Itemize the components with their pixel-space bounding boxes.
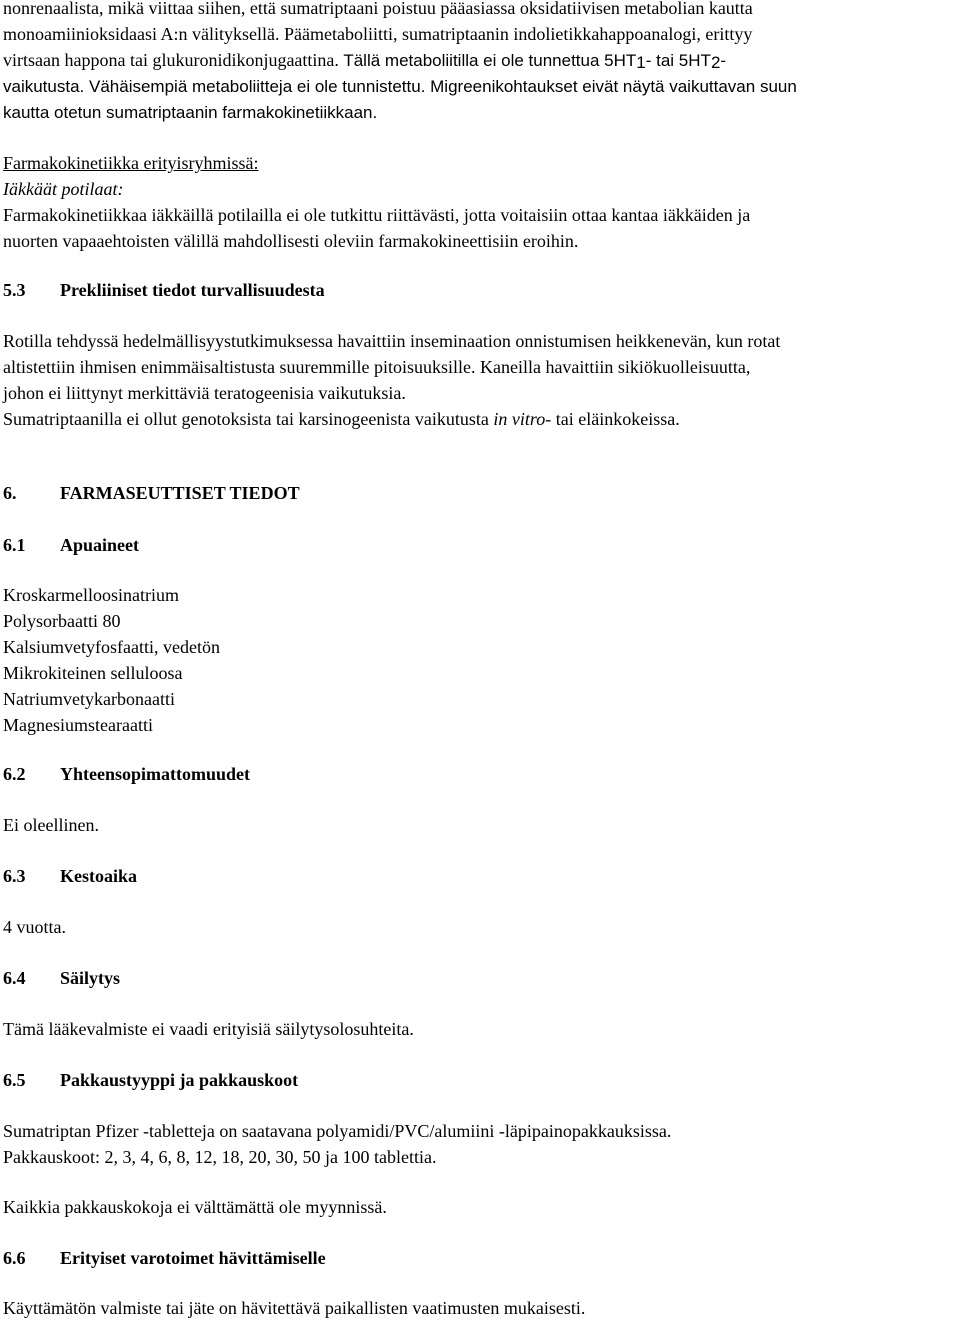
section-6-5-title: Pakkaustyyppi ja pakkauskoot [60,1070,299,1090]
excipient-item: Kroskarmelloosinatrium [3,585,179,605]
subscript-2: 2 [710,53,721,72]
section-6-3-heading [3,863,957,889]
section-6-2-text: Ei oleellinen. [3,815,99,835]
excipient-item: Kalsiumvetyfosfaatti, vedetön [3,637,220,657]
section-6-number: 6. [3,483,17,503]
section-6-5-paragraph [3,1118,957,1170]
package-sizes-line: Pakkauskoot: 2, 3, 4, 6, 8, 12, 18, 20, 30, 50 ja 100 tablettia. [3,1147,437,1167]
subscript-1: 1 [636,53,646,72]
intro-line-4-a: vaikutusta. [3,77,85,96]
excipient-item: Polysorbaatti 80 [3,611,121,631]
section-6-5-heading [3,1067,957,1093]
preclinical-line-1: Rotilla tehdyssä hedelmällisyystutkimuksessa havaittiin inseminaation onnistumisen heikkenevän, kun rotat [3,331,781,351]
preclinical-line-4-c: - tai eläinkokeissa. [545,409,680,429]
section-6-6-number: 6.6 [3,1248,26,1268]
preclinical-line-4 [3,406,957,432]
package-type-line: Sumatriptan Pfizer -tabletteja on saatavana polyamidi/PVC/alumiini -läpipainopakkauksissa. [3,1121,672,1141]
section-6-4-heading [3,965,957,991]
special-groups-line-2: nuorten vapaaehtoisten välillä mahdollisesti oleviin farmakokineettisiin eroihin. [3,231,579,251]
special-groups-paragraph [3,150,957,254]
preclinical-line-2 [3,354,957,380]
intro-line-3-d: - [720,51,727,70]
elderly-subheading: Iäkkäät potilaat: [3,179,124,199]
excipient-item: Natriumvetykarbonaatti [3,689,175,709]
section-5-3-heading [3,277,957,303]
excipients-list [3,582,957,738]
intro-paragraph [3,0,957,126]
section-6-2-title: Yhteensopimattomuudet [60,764,251,784]
section-6-5-number: 6.5 [3,1070,26,1090]
section-6-2-heading [3,761,957,787]
section-6-4-number: 6.4 [3,968,26,988]
section-6-title: FARMASEUTTISET TIEDOT [60,483,300,503]
section-5-3-number: 5.3 [3,280,26,300]
preclinical-line-2-b: Kaneilla havaittiin sikiökuolleisuutta, [475,357,751,377]
intro-line-4 [3,74,957,100]
preclinical-line-3: johon ei liittynyt merkittäviä teratogeenisia vaikutuksia. [3,383,406,403]
section-6-3-text: 4 vuotta. [3,917,66,937]
section-6-6-title: Erityiset varotoimet hävittämiselle [60,1248,326,1268]
section-6-1-number: 6.1 [3,535,26,555]
section-6-3-number: 6.3 [3,866,26,886]
in-vitro-term: in vitro [493,409,546,429]
intro-line-3 [3,47,957,74]
intro-line-3-b: Tällä metaboliitilla ei ole tunnettua 5HT [338,51,637,70]
intro-line-2: monoamiinioksidaasi A:n välityksellä. Päämetaboliitti, sumatriptaanin indolietikkahappoanalogi, erittyy [3,24,753,44]
section-6-3-title: Kestoaika [60,866,138,886]
section-6-6-text: Käyttämätön valmiste tai jäte on hävitettävä paikallisten vaatimusten mukaisesti. [3,1298,586,1318]
special-groups-line-1: Farmakokinetiikkaa iäkkäillä potilailla ei ole tutkittu riittävästi, jotta voitaisiin ottaa kantaa iäkkäiden ja [3,205,751,225]
intro-line-3-a: virtsaan happona tai glukuronidikonjugaattina. [3,50,339,70]
section-6-4-title: Säilytys [60,968,121,988]
preclinical-line-4-a: Sumatriptaanilla ei ollut genotoksista tai karsinogeenista vaikutusta [3,409,494,429]
section-6-6-heading [3,1245,957,1271]
special-groups-heading: Farmakokinetiikka erityisryhmissä: [3,153,259,173]
section-6-1-heading [3,532,957,558]
intro-line-1: nonrenaalista, mikä viittaa siihen, että sumatriptaani poistuu pääasiassa oksidatiivisen metabolian kautta [3,0,753,18]
section-6-2-number: 6.2 [3,764,26,784]
section-5-3-paragraph [3,328,957,432]
section-6-4-text: Tämä lääkevalmiste ei vaadi erityisiä säilytysolosuhteita. [3,1019,414,1039]
intro-line-5: kautta otetun sumatriptaanin farmakokinetiikkaan. [3,103,378,122]
section-5-3-title: Prekliiniset tiedot turvallisuudesta [60,280,325,300]
section-6-1-title: Apuaineet [60,535,140,555]
package-availability-text: Kaikkia pakkauskokoja ei välttämättä ole myynnissä. [3,1197,387,1217]
excipient-item: Magnesiumstearaatti [3,715,153,735]
excipient-item: Mikrokiteinen selluloosa [3,663,183,683]
intro-line-3-c: - tai 5HT [645,51,711,70]
intro-line-4-c: Migreenikohtaukset eivät näytä vaikuttavan suun [425,77,797,96]
preclinical-line-2-a: altistettiin ihmisen enimmäisaltistusta suuremmille pitoisuuksille. [3,357,476,377]
intro-line-4-b: Vähäisempiä metaboliitteja ei ole tunnistettu. [84,77,426,96]
section-6-heading [3,480,957,506]
